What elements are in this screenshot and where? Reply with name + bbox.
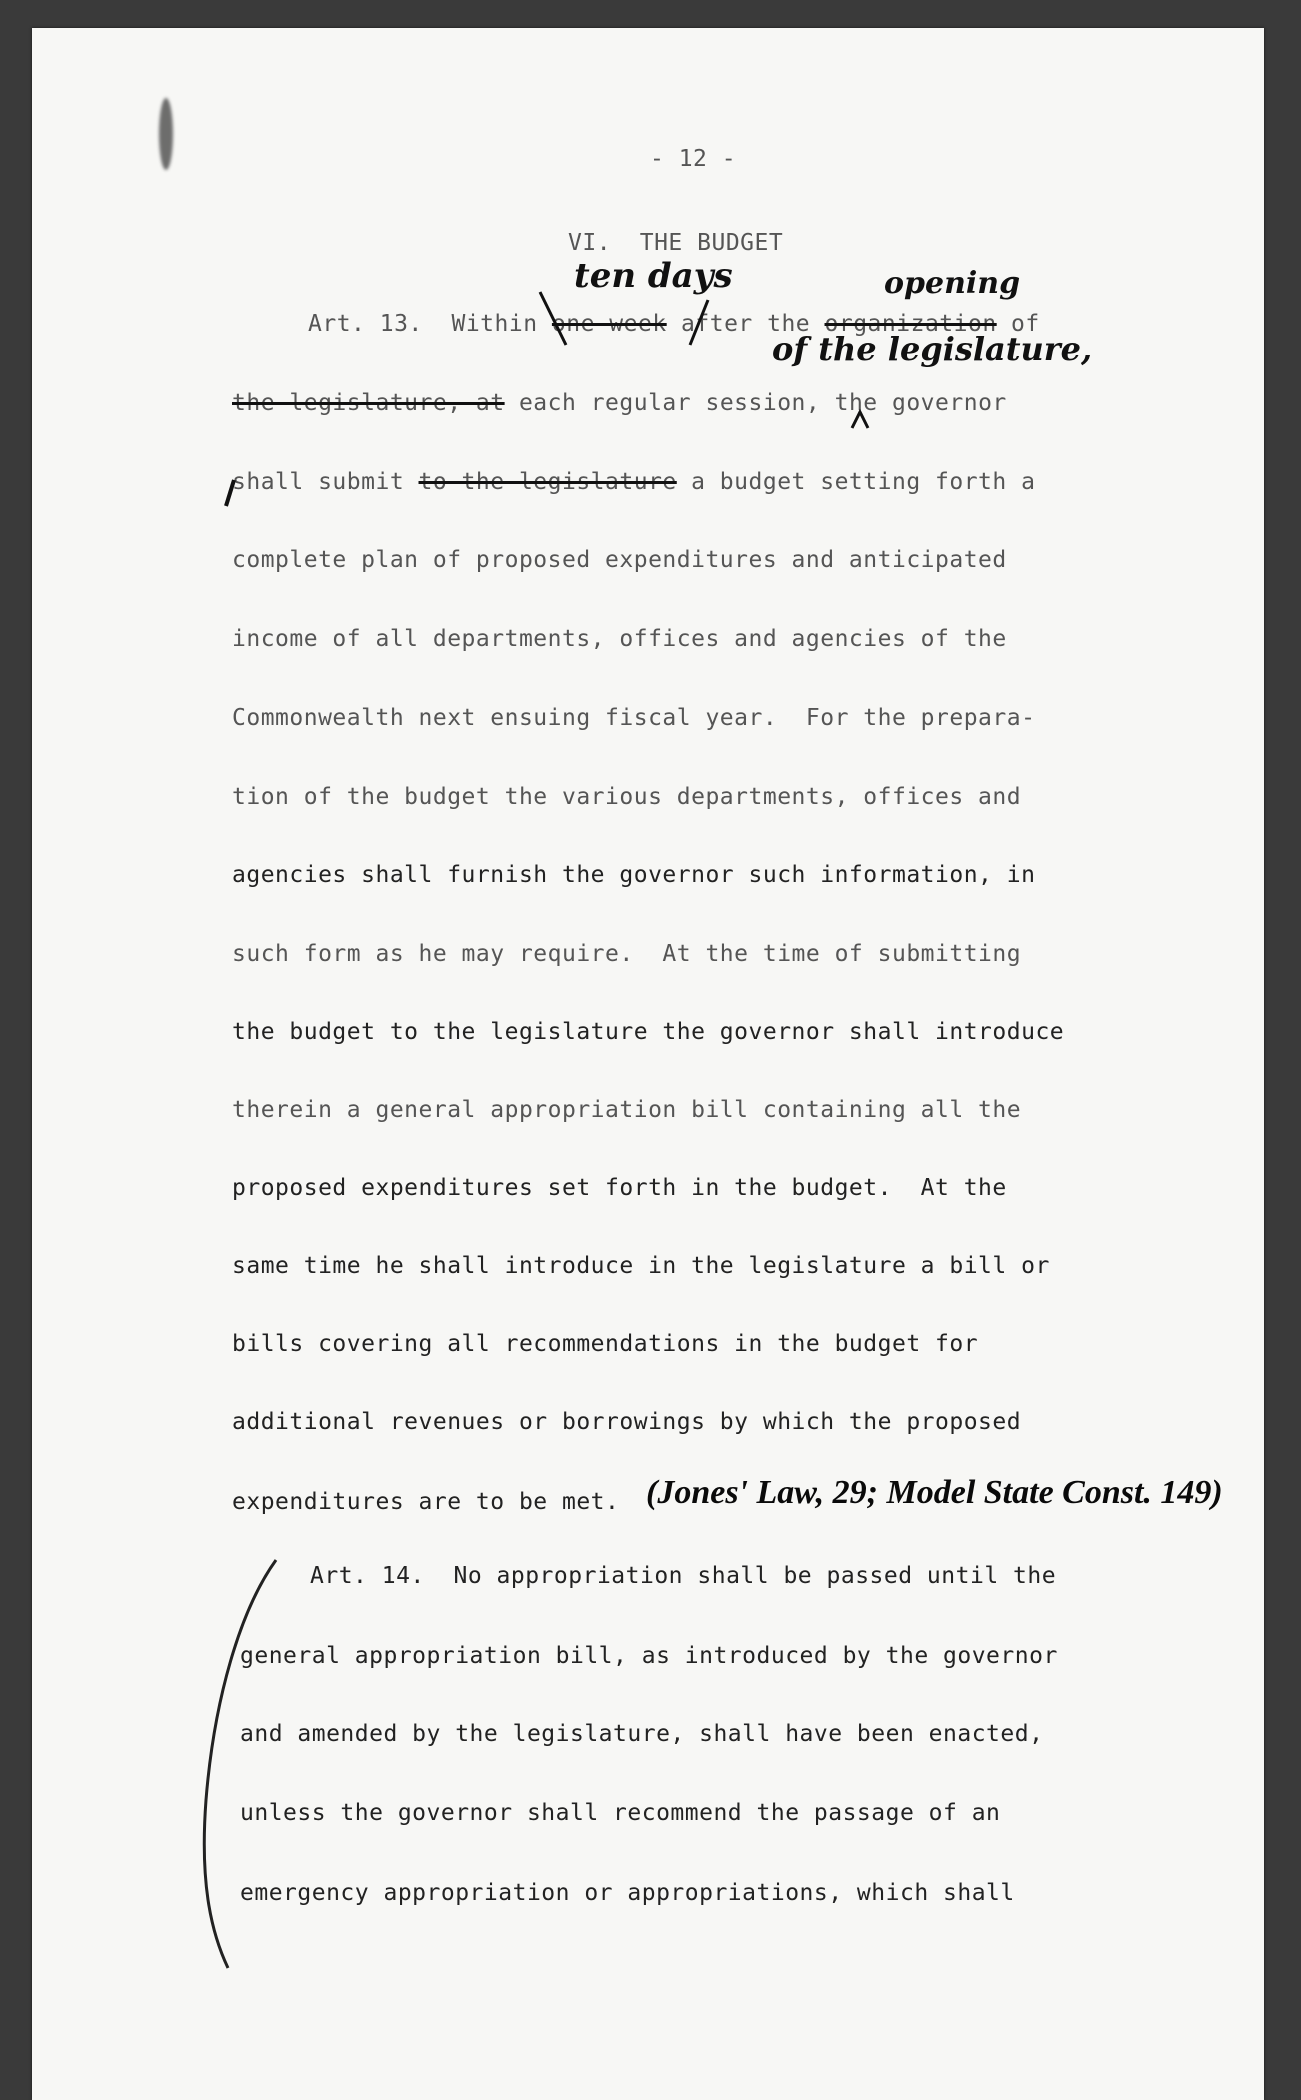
article13-line13: same time he shall introduce in the legislature a bill or	[232, 1253, 1050, 1279]
article14-line1: Art. 14. No appropriation shall be passed until the	[310, 1563, 1057, 1589]
article13-line16: expenditures are to be met.	[232, 1489, 620, 1515]
handwritten-citation: (Jones' Law, 29; Model State Const. 149)	[646, 1474, 1223, 1511]
art13-line3-rest: a budget setting forth a	[676, 469, 1036, 495]
article13-line7: tion of the budget the various departments, offices and	[232, 784, 1022, 810]
insert-opening: opening	[884, 266, 1021, 301]
art13-struck-one-week: one week	[551, 311, 667, 337]
art13-line2-rest: each regular session, the governor	[504, 390, 1007, 416]
section-heading: VI. THE BUDGET	[568, 230, 784, 256]
art13-line1-after: after the	[666, 311, 825, 337]
article13-line14: bills covering all recommendations in the budget for	[232, 1331, 979, 1357]
article14-line4: unless the governor shall recommend the passage of an	[240, 1800, 1001, 1826]
article13-line10: the budget to the legislature the governor shall introduce	[232, 1019, 1065, 1045]
art13-line1-end: of	[996, 311, 1040, 337]
insert-bracket-left	[540, 292, 566, 345]
insert-bracket-right	[690, 300, 708, 345]
article14-line5: emergency appropriation or appropriations, which shall	[240, 1880, 1015, 1906]
insert-caret	[852, 412, 868, 428]
article13-line5: income of all departments, offices and agencies of the	[232, 626, 1007, 652]
article14-line2: general appropriation bill, as introduced by the governor	[240, 1643, 1058, 1669]
article13-line8: agencies shall furnish the governor such information, in	[232, 862, 1036, 888]
article13-line9: such form as he may require. At the time of submitting	[232, 941, 1022, 967]
page-number: - 12 -	[650, 146, 737, 172]
art13-line1-prefix: Art. 13. Within	[308, 311, 552, 337]
art13-struck-organization: organization	[824, 311, 997, 337]
art13-struck-to-the-legislature: to the legislature	[418, 469, 677, 495]
article13-line15: additional revenues or borrowings by which the proposed	[232, 1409, 1022, 1435]
insert-of-the-legislature: of the legislature,	[772, 330, 1093, 368]
article13-line6: Commonwealth next ensuing fiscal year. For the prepara-	[232, 705, 1036, 731]
article13-line12: proposed expenditures set forth in the budget. At the	[232, 1175, 1007, 1201]
margin-tick	[226, 480, 234, 506]
art13-line3-prefix: shall submit	[232, 469, 419, 495]
article14-line3: and amended by the legislature, shall have been enacted,	[240, 1721, 1044, 1747]
art13-struck-the-legislature-at: the legislature, at	[232, 390, 505, 416]
margin-bracket	[204, 1560, 276, 1968]
article13-line4: complete plan of proposed expenditures and anticipated	[232, 547, 1007, 573]
insert-ten-days: ten days	[574, 256, 733, 296]
article13-line11: therein a general appropriation bill containing all the	[232, 1097, 1022, 1123]
